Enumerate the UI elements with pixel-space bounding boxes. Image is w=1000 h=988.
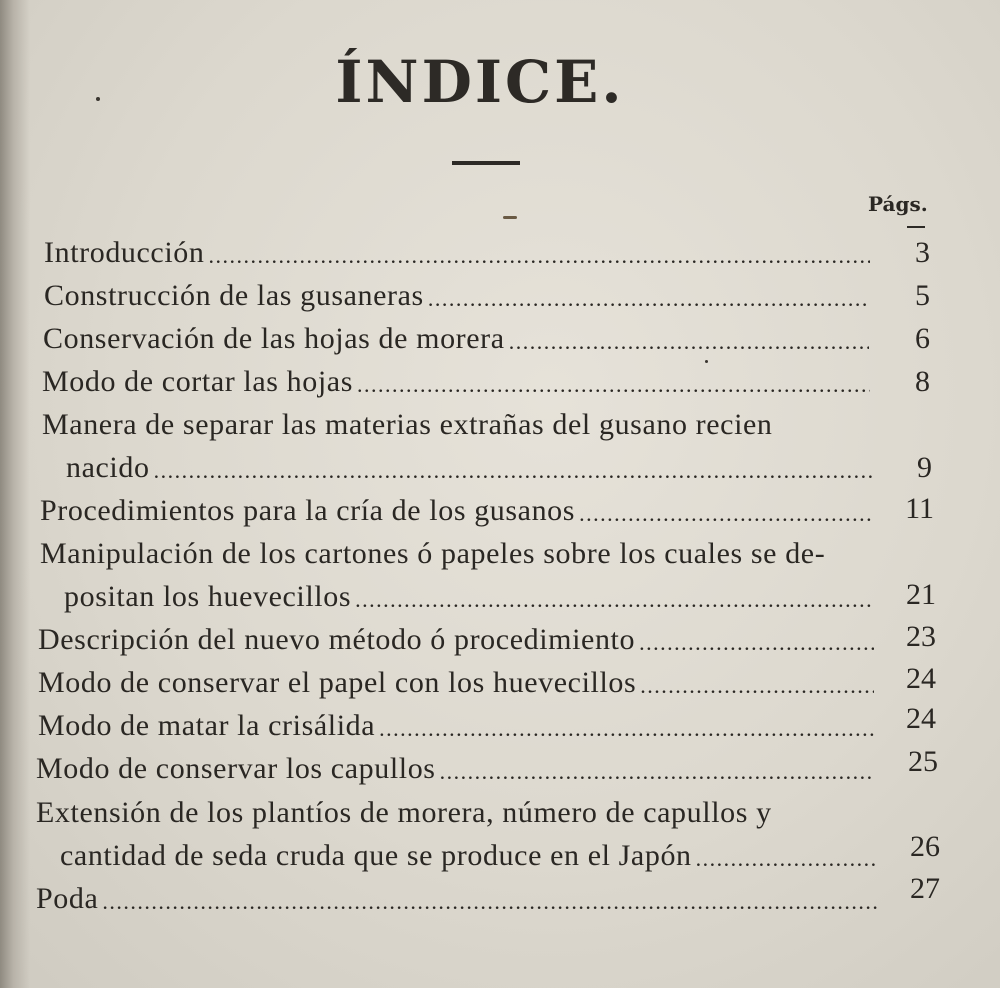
toc-entry-continued (42, 400, 882, 442)
toc-entry (38, 615, 874, 657)
toc-entry-title: cantidad de seda cruda que se produce en el Japón (60, 839, 692, 872)
toc-page-number: 24 (906, 662, 936, 695)
toc-entry-continued (40, 529, 880, 571)
dot-leader (428, 285, 870, 313)
pages-column-header: Págs. (868, 192, 928, 216)
toc-entry (42, 357, 870, 399)
toc-entry (44, 228, 870, 270)
dot-leader (440, 758, 874, 786)
toc-entry-title: Introducción (44, 236, 205, 269)
dot-leader (379, 715, 876, 743)
toc-entry (40, 486, 872, 528)
toc-page-number: 5 (915, 279, 930, 312)
dot-leader (696, 845, 878, 873)
dot-leader (357, 371, 870, 399)
toc-page-number: 26 (910, 830, 940, 863)
dot-leader (509, 328, 869, 356)
toc-entry (44, 271, 870, 313)
toc-page-number: 11 (905, 492, 934, 525)
toc-entry-title: Extensión de los plantíos de morera, número de capullos y (36, 796, 772, 829)
toc-page-number: 8 (915, 365, 930, 398)
toc-page-number: 21 (906, 578, 936, 611)
toc-entry (38, 658, 874, 700)
toc-entry-title: Manera de separar las materias extrañas del gusano recien (42, 408, 773, 441)
dot-leader (640, 672, 874, 700)
toc-page-number: 24 (906, 702, 936, 735)
toc-entry-title: Descripción del nuevo método ó procedimiento (38, 623, 636, 656)
toc-entry-title: Modo de matar la crisálida (38, 709, 376, 742)
toc-entry-title: Modo de cortar las hojas (42, 365, 353, 398)
toc-entry-title: Manipulación de los cartones ó papeles sobre los cuales se de- (40, 537, 826, 570)
dot-leader (355, 586, 874, 614)
dot-leader (102, 888, 878, 916)
toc-entry-title: Construcción de las gusaneras (44, 279, 424, 312)
toc-page-number: 27 (910, 872, 940, 905)
dot-leader (639, 629, 874, 657)
toc-entry-title: Modo de conservar el papel con los huevecillos (38, 666, 637, 699)
toc-page-number: 3 (915, 236, 930, 269)
toc-page-number: 9 (917, 451, 932, 484)
toc-entry-title: positan los huevecillos (64, 580, 352, 613)
toc-entry (60, 831, 878, 873)
toc-page-number: 6 (915, 322, 930, 355)
dot-leader (579, 500, 872, 528)
toc-entry-title: Modo de conservar los capullos (36, 752, 436, 785)
toc-entry (43, 314, 869, 356)
page-title: ÍNDICE. (335, 48, 625, 116)
toc-entry (66, 443, 872, 485)
toc-entry-title: nacido (66, 451, 150, 484)
toc-entry (64, 572, 874, 614)
dot-leader (154, 457, 872, 485)
toc-page-number: 23 (906, 620, 936, 653)
toc-page-number: 25 (908, 745, 938, 778)
toc-entry-title: Procedimientos para la cría de los gusanos (40, 494, 576, 527)
toc-entry-continued (36, 788, 886, 830)
toc-entry-title: Poda (36, 882, 99, 915)
toc-entry-title: Conservación de las hojas de morera (43, 322, 505, 355)
toc-entry (36, 874, 878, 916)
dot-leader (208, 242, 870, 270)
toc-entry (38, 701, 876, 743)
toc-entry (36, 744, 874, 786)
